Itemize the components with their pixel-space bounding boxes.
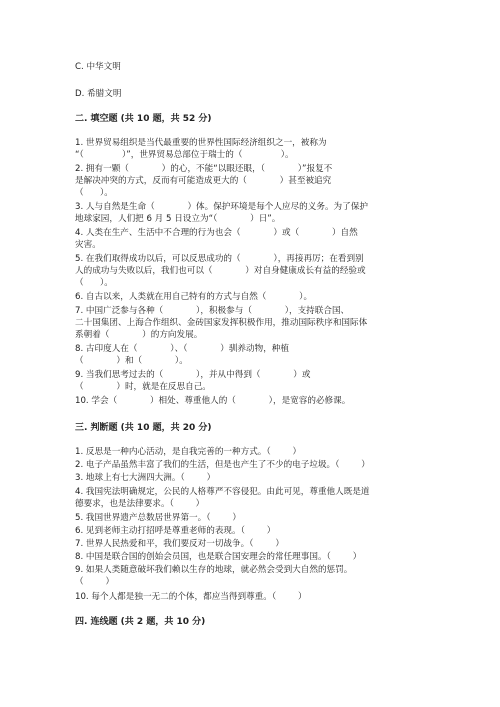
judge-line: 2. 电子产品虽然丰富了我们的生活，但是也产生了不少的电子垃圾。（ ）	[75, 460, 370, 470]
fill-line: 2. 拥有一颗（ ）的心，不能“以眼还眼，（ ）”报复不	[75, 164, 333, 174]
fill-line: 6. 自古以来，人类就在用自己特有的方式与自然（ ）。	[75, 292, 313, 302]
fill-line: （ ）和（ ）。	[75, 356, 188, 366]
judge-line: 8. 中国是联合国的创始会员国，也是联合国安理会的常任理事国。（ ）	[75, 552, 362, 562]
fill-line: （ ）。	[75, 188, 113, 198]
judge-line: 德要求，也是法律要求。（ ）	[75, 499, 205, 509]
fill-line: 9. 当我们思考过去的（ ），并从中得到（ ）或	[75, 370, 311, 380]
fill-line: 灾害。	[75, 240, 101, 250]
fill-line: 5. 在我们取得成功以后，可以反思成功的（ ），再接再厉；在看到别	[75, 254, 364, 264]
fill-line: 8. 古印度人在（ ）、（ ）驯养动物，种植	[75, 344, 289, 354]
fill-line: 二十国集团、上海合作组织、金砖国家发挥积极作用，推动国际秩序和国际体	[75, 318, 368, 328]
fill-line: 3. 人与自然是生命（ ）体。保护环境是每个人应尽的义务。为了保护	[75, 202, 368, 212]
judge-line: 7. 世界人民热爱和平，我们要反对一切战争。（ ）	[75, 539, 284, 549]
fill-line: 1. 世界贸易组织是当代最重要的世界性国际经济组织之一，被称为	[75, 138, 327, 148]
judge-line: 10. 每个人都是独一无二的个体，都应当得到尊重。（ ）	[75, 592, 307, 602]
section-3-heading: 三. 判断题 (共 10 题，共 20 分)	[75, 423, 212, 433]
fill-line: 10. 学会（ ）相处、尊重他人的（ ），是宽容的必修课。	[75, 396, 351, 406]
judge-line: 9. 如果人类随意破坏我们赖以生存的地球，就必然会受到大自然的惩罚。	[75, 565, 353, 575]
fill-line: 是解决冲突的方式，反而有可能造成更大的（ ）甚至被追究	[75, 176, 332, 186]
judge-line: 4. 我国宪法明确规定，公民的人格尊严不容侵犯。由此可见，尊重他人既是道	[75, 487, 370, 497]
fill-line: （ ）时，就是在反思自己。	[75, 382, 211, 392]
fill-line: 地球家园，人们把 6 月 5 日设立为“（ ）日”。	[75, 214, 281, 224]
fill-line: “（ ）”，世界贸易总部位于瑞士的（ ）。	[75, 150, 294, 160]
section-4-heading: 四. 连线题 (共 2 题，共 10 分)	[75, 617, 206, 627]
judge-line: 1. 反思是一种内心活动，是自我完善的一种方式。（ ）	[75, 447, 302, 457]
section-2-heading: 二. 填空题 (共 10 题，共 52 分)	[75, 114, 212, 124]
judge-line: 5. 我国世界遗产总数居世界第一。（ ）	[75, 513, 241, 523]
option-d: D. 希腊文明	[75, 89, 122, 99]
fill-line: 7. 中国广泛参与各种（ ），积极参与（ ），支持联合国、	[75, 306, 350, 316]
judge-line: 3. 地球上有七大洲四大洲。（ ）	[75, 473, 216, 483]
judge-line: （ ）	[75, 577, 115, 587]
fill-line: 人的成功与失败以后，我们也可以（ ）对自身健康成长有益的经验或	[75, 266, 366, 276]
judge-line: 6. 见到老师主动打招呼是尊重老师的表现。（ ）	[75, 526, 276, 536]
fill-line: 系朝着（ ）的方向发展。	[75, 330, 203, 340]
fill-line: 4. 人类在生产、生活中不合理的行为也会（ ）或（ ）自然	[75, 228, 358, 238]
fill-line: （ ）。	[75, 278, 113, 288]
option-c: C. 中华文明	[75, 62, 121, 72]
